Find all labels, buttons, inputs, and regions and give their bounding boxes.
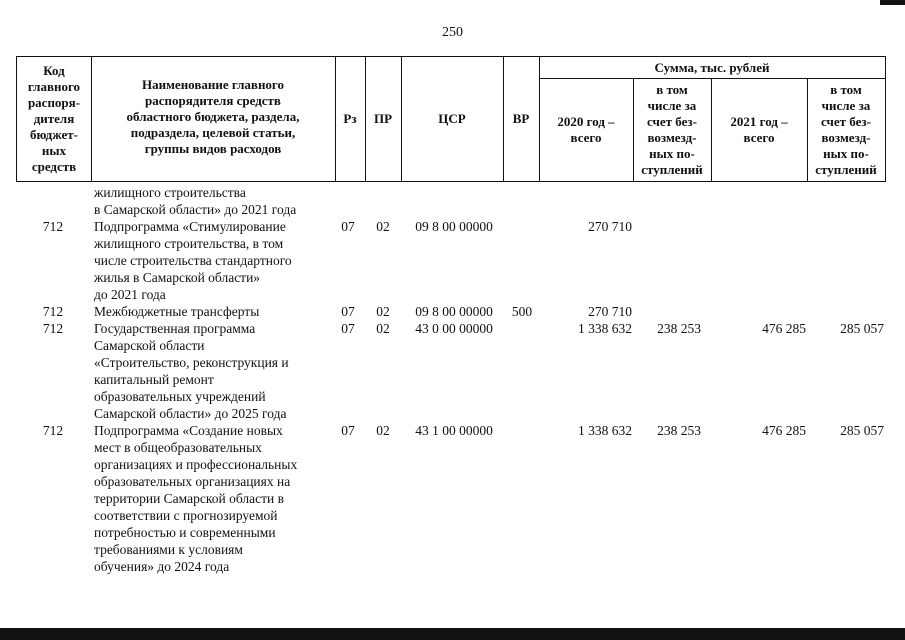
cell-code: 712 xyxy=(42,423,64,438)
cell-2021-free: 285 057 xyxy=(840,321,884,336)
cell-name: жилищного строительства в Самарской области» до 2021 года xyxy=(94,185,297,217)
header-2021-free: в том числе за счет без- возмезд- ных по- ступлений xyxy=(815,81,877,177)
header-name: Наименование главного распорядителя средств областного бюджета, раздела, подраздела, целевой статьи, группы видов расходов xyxy=(126,77,300,156)
cell-2021-total: 476 285 xyxy=(762,321,806,336)
cell-rz: 07 xyxy=(341,321,355,336)
table-row xyxy=(16,320,886,422)
cell-name: Межбюджетные трансферты xyxy=(94,304,260,319)
page-number: 250 xyxy=(442,25,463,40)
cell-2020-total: 1 338 632 xyxy=(578,423,632,438)
cell-vr: 500 xyxy=(511,304,533,319)
header-vr: ВР xyxy=(512,111,530,126)
cell-csr: 43 0 00 00000 xyxy=(415,321,493,336)
scan-edge-mark-top xyxy=(880,0,905,5)
cell-2021-free: 285 057 xyxy=(840,423,884,438)
cell-rz: 07 xyxy=(341,304,355,319)
header-code: Код главного распоря- дителя бюджет- ных средств xyxy=(27,63,81,174)
cell-pr: 02 xyxy=(376,423,390,438)
header-2021-total: 2021 год – всего xyxy=(730,113,788,145)
header-2020-total: 2020 год – всего xyxy=(557,113,615,145)
cell-csr: 09 8 00 00000 xyxy=(415,304,493,319)
cell-2020-total: 1 338 632 xyxy=(578,321,632,336)
table-row xyxy=(16,218,886,303)
table-row xyxy=(16,422,886,575)
cell-pr: 02 xyxy=(376,321,390,336)
table-row xyxy=(16,303,886,320)
cell-name: Подпрограмма «Стимулирование жилищного строительства, в том числе строительства стандартного жилья в Самарской области» до 2021 года xyxy=(94,219,292,302)
cell-rz: 07 xyxy=(341,423,355,438)
cell-rz: 07 xyxy=(341,219,355,234)
scan-edge-mark-bottom xyxy=(0,628,905,640)
cell-pr: 02 xyxy=(376,219,390,234)
header-csr: ЦСР xyxy=(438,111,466,126)
header-2020-free: в том числе за счет без- возмезд- ных по- ступлений xyxy=(641,81,703,177)
cell-pr: 02 xyxy=(376,304,390,319)
table-header xyxy=(16,56,886,182)
cell-code: 712 xyxy=(42,321,64,336)
cell-2020-free: 238 253 xyxy=(657,321,701,336)
header-pr: ПР xyxy=(373,111,393,126)
cell-2021-total: 476 285 xyxy=(762,423,806,438)
cell-csr: 09 8 00 00000 xyxy=(415,219,493,234)
cell-2020-total: 270 710 xyxy=(588,219,632,234)
cell-2020-free: 238 253 xyxy=(657,423,701,438)
header-rz: Рз xyxy=(343,111,357,126)
table-body xyxy=(16,184,886,575)
cell-code: 712 xyxy=(42,304,64,319)
cell-code: 712 xyxy=(42,219,64,234)
header-sum: Сумма, тыс. рублей xyxy=(654,59,770,75)
table-row xyxy=(16,184,886,218)
cell-csr: 43 1 00 00000 xyxy=(415,423,493,438)
cell-name: Государственная программа Самарской области «Строительство, реконструкция и капитальный ремонт образовательных учреждений Самарской области» до 2025 года xyxy=(94,321,289,421)
cell-name: Подпрограмма «Создание новых мест в общеобразовательных организациях и профессиональных образовательных организациях на территории Самарской области в соответствии с прогнозируемой потребностью и современными требованиями к условиям обучения» до 2024 года xyxy=(94,423,298,574)
cell-2020-total: 270 710 xyxy=(588,304,632,319)
